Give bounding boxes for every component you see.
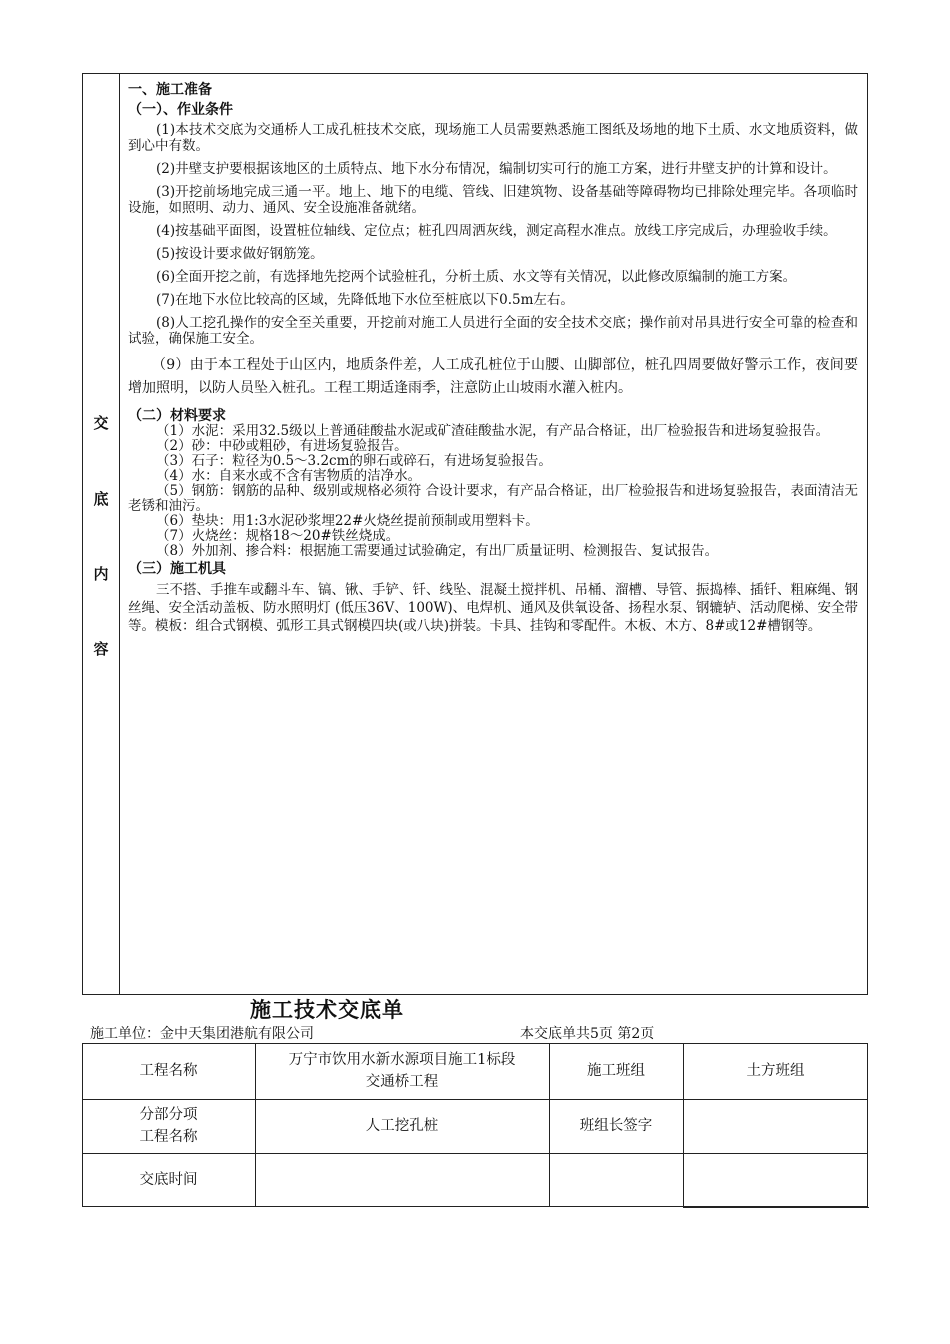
- material-item: （8）外加剂、掺合料：根据施工需要通过试验确定，有出厂质量证明、检测报告、复试报告。: [156, 543, 719, 559]
- condition-item: (4)按基础平面图，设置桩位轴线、定位点；桩孔四周洒灰线，测定高程水准点。放线工序完成后，办理验收手续。: [156, 223, 837, 239]
- page-info: 本交底单共5页 第2页: [520, 1026, 655, 1042]
- date-field[interactable]: [255, 1153, 549, 1207]
- upper-table-top-border: [82, 73, 868, 74]
- upper-table-bottom-border: [82, 994, 868, 995]
- project-name-value: [255, 1043, 549, 1099]
- material-item: （1）水泥：采用32.5级以上普通硅酸盐水泥或矿渣硅酸盐水泥，有产品合格证，出厂检验报告和进场复验报告。: [156, 423, 830, 439]
- tools-paragraph: 三不搭、手推车或翻斗车、镐、锹、手铲、钎、线坠、混凝土搅拌机、吊桶、溜槽、导管、振捣棒、插钎、粗麻绳、钢丝绳、安全活动盖板、防水照明灯 (低压36V、100W)、电焊机、通风及供氧设备、扬程水泵、钢辘轳、活动爬梯、安全带等。模板：组合式钢模、弧形工具式钢模四块(或八块)拼装。卡具、挂钩和零配件。木板、木方、8#或12#槽钢等。: [128, 582, 858, 634]
- upper-table-left-border: [82, 73, 83, 994]
- project-name-value-line1: 万宁市饮用水新水源项目施工1标段: [288, 1052, 516, 1068]
- sub-item-label-line1: 分部分项: [139, 1107, 198, 1123]
- material-item: （2）砂：中砂或粗砂，有进场复验报告。: [156, 438, 408, 454]
- material-item: （4）水：自来水或不含有害物质的洁净水。: [156, 468, 422, 484]
- sub-item-label-line2: 工程名称: [139, 1129, 198, 1145]
- subsection-title-conditions: （一）、作业条件: [128, 102, 233, 118]
- empty-cell: [549, 1153, 683, 1207]
- section-title-preparation: 一、施工准备: [128, 82, 212, 98]
- upper-table-divider: [119, 73, 120, 994]
- material-item: （5）钢筋：钢筋的品种、级别或规格必须符 合设计要求，有产品合格证，出厂检验报告和进场复验报告，表面清洁无老锈和油污。: [128, 483, 858, 514]
- condition-item: (7)在地下水位比较高的区域，先降低地下水位至桩底以下0.5m左右。: [156, 292, 574, 308]
- material-item: （3）石子：粒径为0.5～3.2cm的卵石或碎石，有进场复验报告。: [156, 453, 552, 469]
- disclosure-content: [128, 82, 858, 635]
- form-title: 施工技术交底单: [250, 997, 404, 1022]
- condition-item: （9）由于本工程处于山区内，地质条件差，人工成孔桩位于山腰、山脚部位，桩孔四周要做好警示工作，夜间要增加照明，以防人员坠入桩孔。工程工期适逢雨季，注意防止山坡雨水灌入桩内。: [128, 357, 858, 396]
- team-value: 土方班组: [746, 1063, 805, 1079]
- side-label-char-1: 交: [93, 414, 109, 432]
- subsection-title-materials: （二）材料要求: [128, 408, 226, 424]
- condition-item: (3)开挖前场地完成三通一平。地上、地下的电缆、管线、旧建筑物、设备基础等障碍物均已排除处理完毕。各项临时设施，如照明、动力、通风、安全设施准备就绪。: [128, 184, 858, 216]
- subsection-title-tools: （三）施工机具: [128, 561, 226, 577]
- project-name-label: 工程名称: [139, 1063, 198, 1079]
- date-label: 交底时间: [139, 1172, 198, 1188]
- side-label-char-4: 容: [93, 640, 109, 658]
- condition-item: (1)本技术交底为交通桥人工成孔桩技术交底，现场施工人员需要熟悉施工图纸及场地的地下土质、水文地质资料，做到心中有数。: [128, 122, 858, 154]
- condition-item: (5)按设计要求做好钢筋笼。: [156, 246, 324, 262]
- material-item: （7）火烧丝：规格18～20#铁丝烧成。: [156, 528, 400, 544]
- condition-item: (6)全面开挖之前，有选择地先挖两个试验桩孔，分析土质、水文等有关情况，以此修改原编制的施工方案。: [156, 269, 797, 285]
- leader-sign-field[interactable]: [683, 1099, 868, 1153]
- condition-item: (2)井壁支护要根据该地区的土质特点、地下水分布情况，编制切实可行的施工方案，进行井壁支护的计算和设计。: [156, 161, 837, 177]
- upper-table-right-border: [867, 73, 868, 994]
- sub-item-value: 人工挖孔桩: [365, 1118, 439, 1134]
- team-label: 施工班组: [587, 1063, 645, 1079]
- empty-cell: [683, 1153, 868, 1207]
- side-label-char-3: 内: [93, 565, 109, 583]
- form-bottom-extension: [683, 1207, 869, 1208]
- leader-sign-label: 班组长签字: [579, 1118, 653, 1134]
- condition-item: (8)人工挖孔操作的安全至关重要，开挖前对施工人员进行全面的安全技术交底；操作前对吊具进行安全可靠的检查和试验，确保施工安全。: [128, 315, 858, 347]
- material-item: （6）垫块：用1:3水泥砂浆埋22#火烧丝提前预制或用塑料卡。: [156, 513, 539, 529]
- project-name-value-line2: 交通桥工程: [365, 1074, 439, 1090]
- side-label-char-2: 底: [93, 490, 109, 508]
- sub-item-label: [82, 1099, 255, 1153]
- construction-unit: 施工单位：金中天集团港航有限公司: [90, 1026, 314, 1042]
